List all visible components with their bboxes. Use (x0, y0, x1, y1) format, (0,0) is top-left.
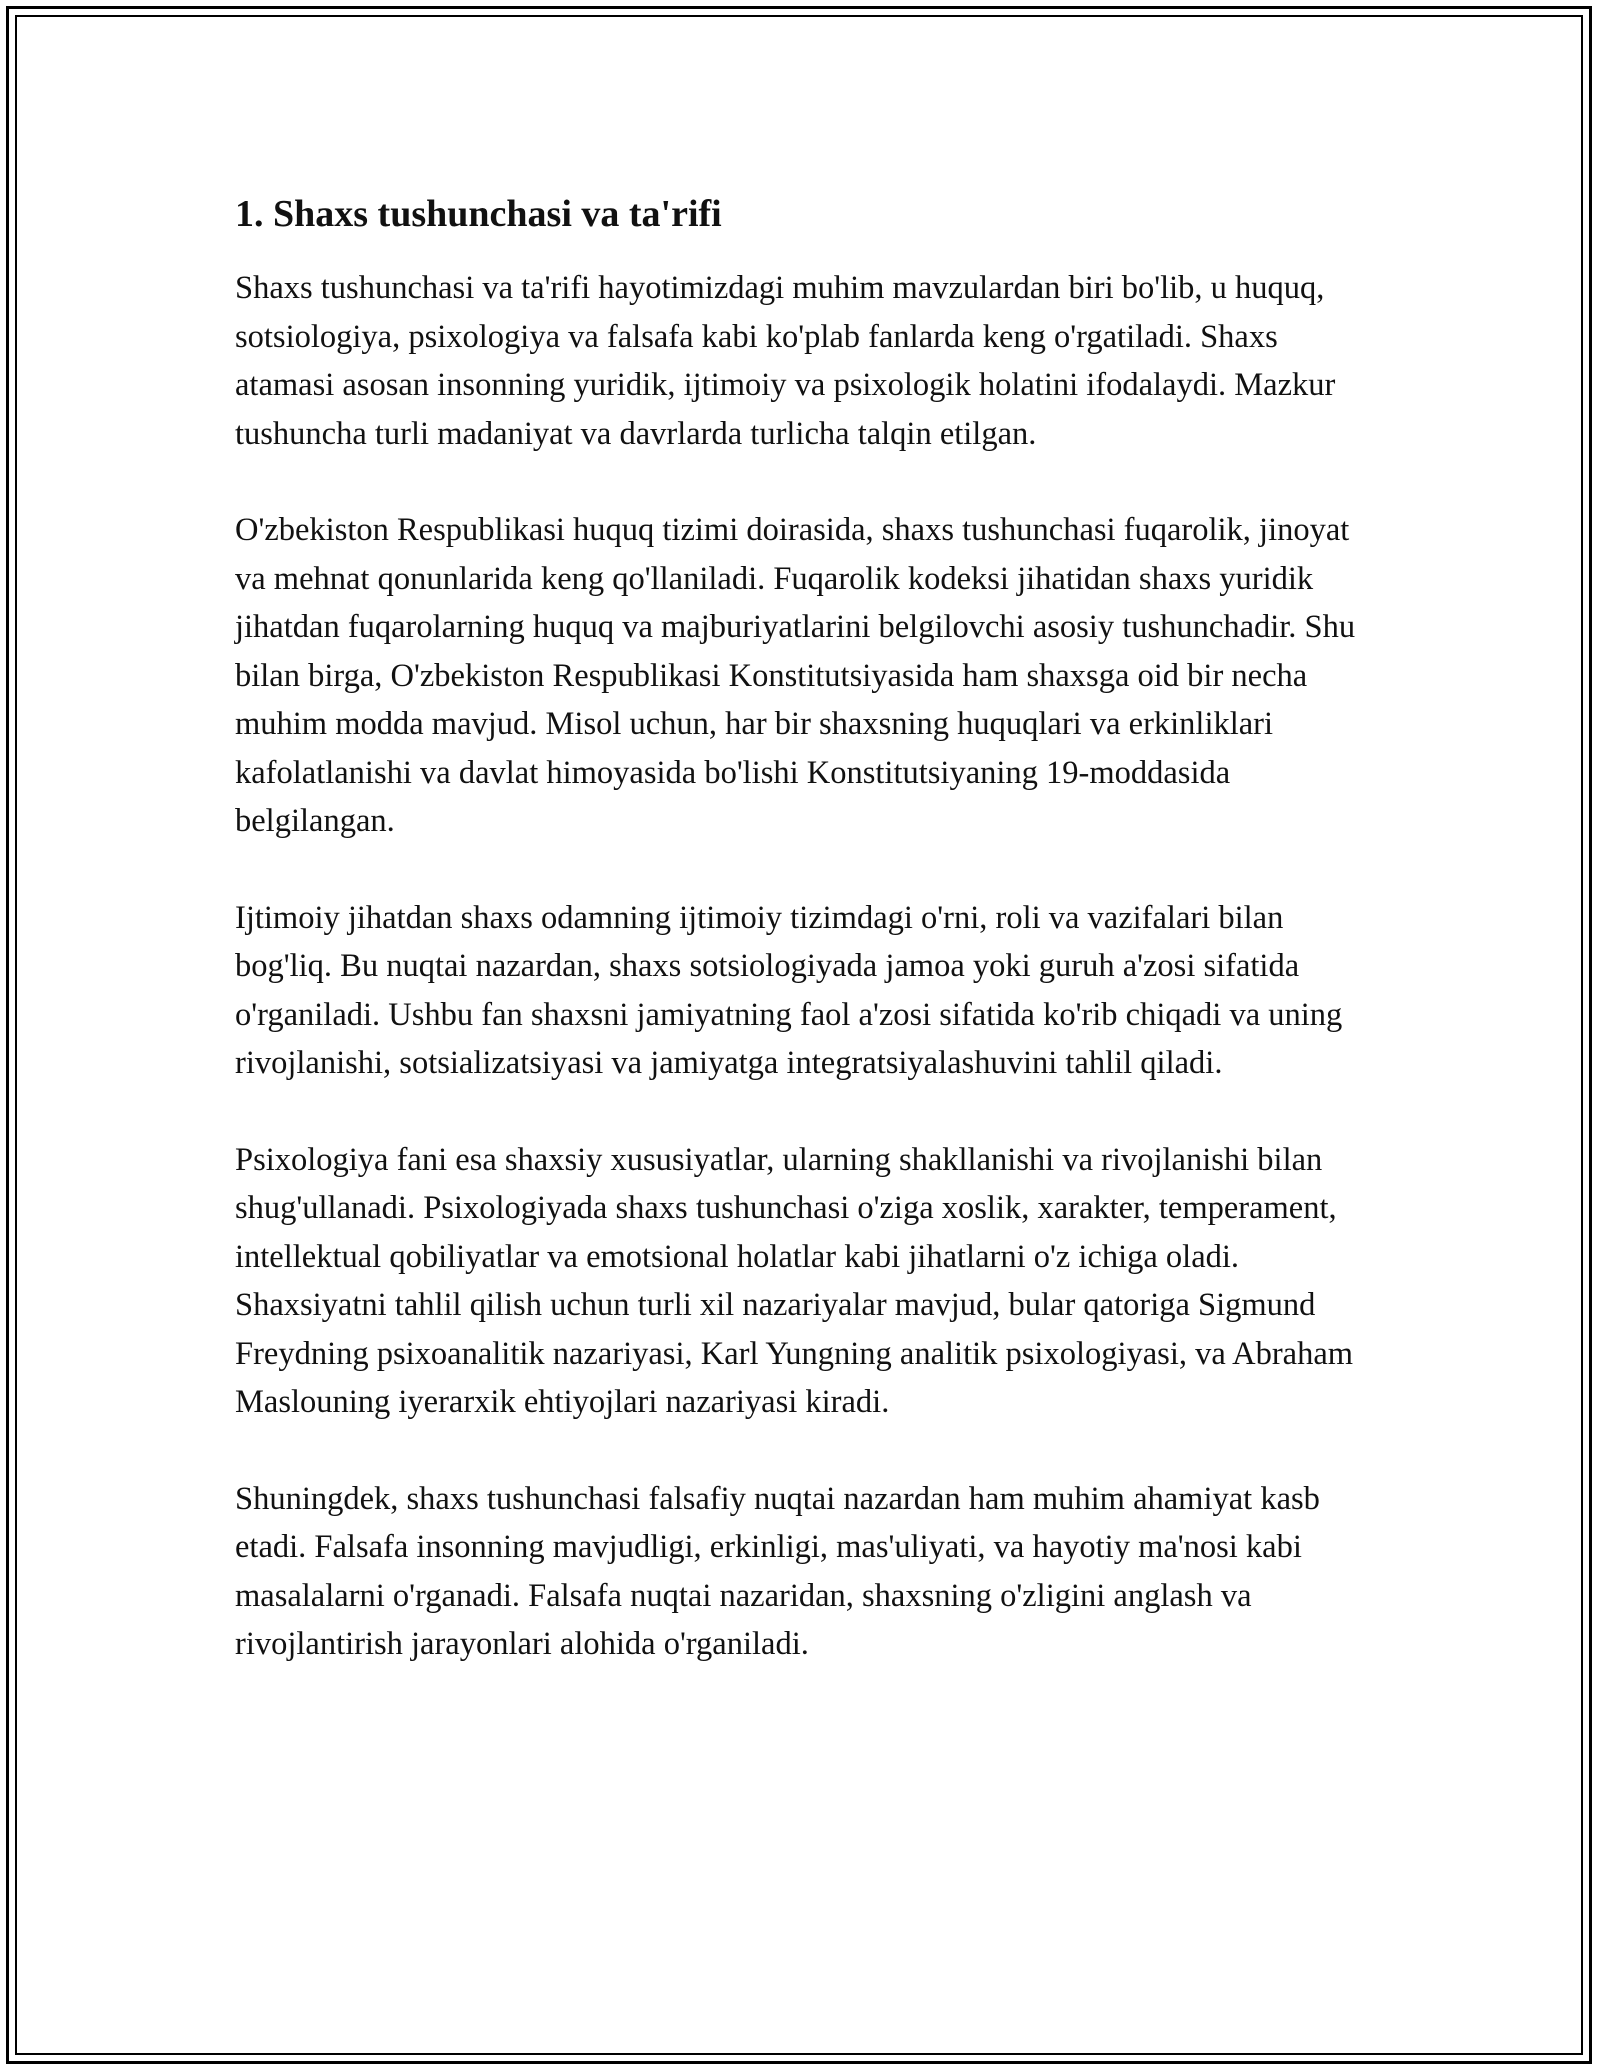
paragraph-philosophy: Shuningdek, shaxs tushunchasi falsafiy nuqtai nazardan ham muhim ahamiyat kasb etadi. Falsafa insonning mavjudligi, erkinligi, mas'uliyati, va hayotiy ma'nosi kabi masalalarni o'rganadi. Falsafa nuqtai nazaridan, shaxsning o'zligini anglash va rivojlantirish jarayonlari alohida o'rganiladi. (235, 1480, 1320, 1662)
document-body (235, 186, 1375, 1717)
paragraph-definition: Shaxs tushunchasi va ta'rifi hayotimizdagi muhim mavzulardan biri bo'lib, u huquq, sotsiologiya, psixologiya va falsafa kabi ko'plab fanlarda keng o'rgatiladi. Shaxs atamasi asosan insonning yuridik, ijtimoiy va psixologik holatini ifodalaydi. Mazkur tushuncha turli madaniyat va davrlarda turlicha talqin etilgan. (235, 270, 1336, 452)
paragraph-psychology: Psixologiya fani esa shaxsiy xususiyatlar, ularning shakllanishi va rivojlanishi bilan shug'ullanadi. Psixologiyada shaxs tushunchasi o'ziga xoslik, xarakter, temperament, intellektual qobiliyatlar va emotsional holatlar kabi jihatlarni o'z ichiga oladi. Shaxsiyatni tahlil qilish uchun turli xil nazariyalar mavjud, bular qatoriga Sigmund Freydning psixoanalitik nazariyasi, Karl Yungning analitik psixologiyasi, va Abraham Maslouning iyerarxik ehtiyojlari nazariyasi kiradi. (235, 1141, 1354, 1420)
paragraph-legal: O'zbekiston Respublikasi huquq tizimi doirasida, shaxs tushunchasi fuqarolik, jinoyat va mehnat qonunlarida keng qo'llaniladi. Fuqarolik kodeksi jihatidan shaxs yuridik jihatdan fuqarolarning huquq va majburiyatlarini belgilovchi asosiy tushunchadir. Shu bilan birga, O'zbekiston Respublikasi Konstitutsiyasida ham shaxsga oid bir necha muhim modda mavjud. Misol uchun, har bir shaxsning huquqlari va erkinliklari kafolatlanishi va davlat himoyasida bo'lishi Konstitutsiyaning 19-moddasida belgilangan. (235, 512, 1356, 839)
section-heading: 1. Shaxs tushunchasi va ta'rifi (235, 193, 722, 235)
paragraph-social: Ijtimoiy jihatdan shaxs odamning ijtimoiy tizimdagi o'rni, roli va vazifalari bilan bog'liq. Bu nuqtai nazardan, shaxs sotsiologiyada jamoa yoki guruh a'zosi sifatida o'rganiladi. Ushbu fan shaxsni jamiyatning faol a'zosi sifatida ko'rib chiqadi va uning rivojlanishi, sotsializatsiyasi va jamiyatga integratsiyalashuvini tahlil qiladi. (235, 899, 1343, 1081)
